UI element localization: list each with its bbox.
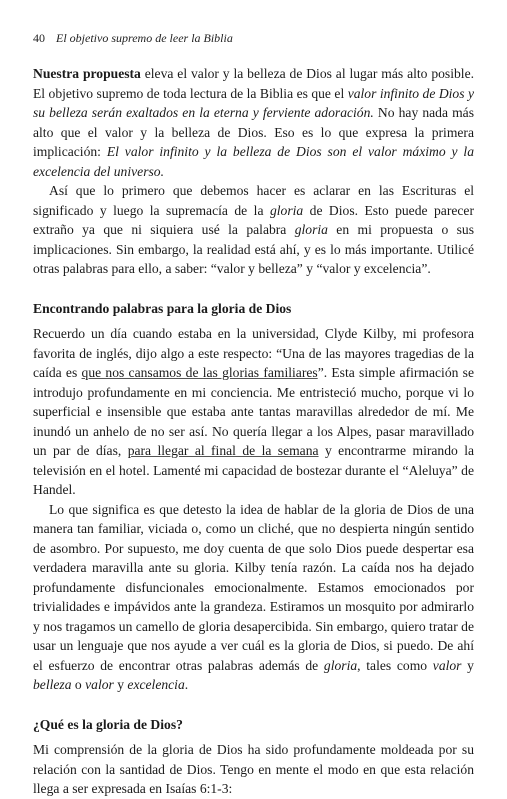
- text-run: en mi propuesta o sus implicaciones. Sin embargo, la realidad está ahí, y es lo más importante. Utilicé otras palabras para ello, a saber: “valor y belleza” y “valor y excelencia”.: [33, 222, 474, 276]
- text-run: Así que lo primero que debemos hacer es aclarar en las Escrituras el significado y luego la supremacía de la: [33, 183, 474, 218]
- text-run: y encontrarme mirando la televisión en el hotel. Lamenté mi capacidad de bostezar durante el “Aleluya” de Handel.: [33, 443, 475, 497]
- italic-word: belleza: [33, 677, 72, 692]
- text-run: ”. Esta simple afirmación se introdujo profundamente en mi conciencia. Me entristeció mucho, porque vi lo superficial e insensible que estaba ante tantas maravillas alrededor de mí. Me inundó un anhelo de no ser así. No quería llegar a los Alpes, pasar maravillado un par de días,: [33, 365, 474, 458]
- text-run: y: [461, 657, 474, 673]
- underlined-phrase: para llegar al final de la semana: [127, 443, 319, 458]
- paragraph-proposal: [33, 64, 474, 181]
- paragraph-kilby: [33, 324, 474, 500]
- paragraph-holiness: Mi comprensión de la gloria de Dios ha sido profundamente moldeada por su relación con la santidad de Dios. Tengo en mente el modo en que esta relación llega a ser expresada en Isaías 6:1-3:: [33, 742, 474, 796]
- underlined-phrase: que nos cansamos de las glorias familiares: [81, 365, 318, 380]
- text-run: o: [71, 677, 86, 692]
- section-heading-words: Encontrando palabras para la gloria de Dios: [33, 300, 292, 316]
- italic-word: valor: [432, 657, 462, 673]
- italic-word: valor: [85, 677, 114, 692]
- text-run: y: [113, 677, 128, 692]
- running-header: [33, 31, 233, 46]
- page-number: 40: [33, 31, 45, 45]
- text-run: Recuerdo un día cuando estaba en la universidad, Clyde Kilby, mi profesora favorita de inglés, dijo algo a este respecto: “Una de las mayores tragedias de la caída es: [33, 326, 474, 380]
- page-body: [33, 64, 474, 799]
- italic-word: gloria: [323, 657, 358, 673]
- bold-lead-in: Nuestra propuesta: [33, 66, 141, 81]
- text-run: , tales como: [357, 657, 433, 673]
- paragraph-familiar: [33, 500, 474, 695]
- text-run: de Dios. Esto puede parecer extraño ya que ni siquiera usé la palabra: [33, 202, 474, 237]
- italic-phrase: El valor infinito y la belleza de Dios son el valor máximo y la excelencia del universo.: [33, 144, 474, 179]
- paragraph-glory-meaning: [33, 181, 474, 279]
- running-title: El objetivo supremo de leer la Biblia: [56, 31, 233, 45]
- italic-word: excelencia: [127, 677, 185, 692]
- text-run: eleva el valor y la belleza de Dios al lugar más alto posible. El objetivo supremo de toda lectura de la Biblia es que el: [33, 66, 474, 101]
- section-heading-what-is-glory: ¿Qué es la gloria de Dios?: [33, 716, 183, 732]
- italic-word: gloria: [294, 222, 328, 237]
- text-run: .: [184, 677, 189, 692]
- italic-phrase: valor infinito de Dios y su belleza serán exaltados en la eterna y ferviente adoración.: [33, 85, 474, 120]
- text-run: Lo que significa es que detesto la idea de hablar de la gloria de Dios de una manera tan familiar, viciada o, como un cliché, que no despierta ningún sentido de asombro. Por supuesto, me doy cuenta de que solo Dios puede despertar esa verdadera maravilla ante su gloria. Kilby tenía razón. La caída nos ha dejado profundamente disfuncionales emocionalmente. Estamos emocionados por trivialidades e impávidos ante la grandeza. Estiramos un mosquito por admirarlo y nos tragamos un camello de gloria desapercibida. Sin embargo, quiero tratar de usar un lenguaje que nos ayude a ver cuál es la gloria de Dios, si puedo. De ahí el esfuerzo de encontrar otras palabras además de: [33, 501, 474, 673]
- italic-word: gloria: [269, 202, 304, 218]
- text-run: No hay nada más alto que el valor y la belleza de Dios. Eso es lo que expresa la primera implicación:: [33, 105, 474, 159]
